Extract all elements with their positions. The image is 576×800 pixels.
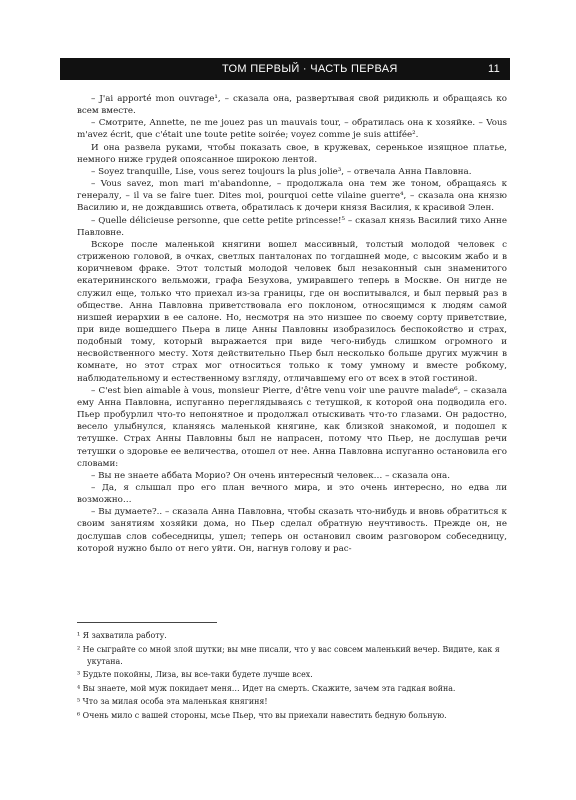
footnote: ³ Будьте покойны, Лиза, вы все-таки будете лучше всех. (77, 670, 313, 679)
paragraph: И она развела руками, чтобы показать свое, в кружевах, серенькое изящное платье, немного ниже грудей опоясанное широкою лентой. (77, 142, 507, 165)
main-text (77, 93, 507, 555)
footnote: ⁵ Что за милая особа эта маленькая княгиня! (77, 697, 268, 706)
footnote: ² Не сыграйте со мной злой шутки; вы мне писали, что у вас совсем маленький вечер. Видите, как я укутана. (77, 644, 500, 666)
footnote: ⁴ Вы знаете, мой муж покидает меня… Идет на смерть. Скажите, зачем эта гадкая война. (77, 683, 456, 693)
paragraph: – Да, я слышал про его план вечного мира, и это очень интересно, но едва ли возможно… (77, 483, 507, 506)
running-header (60, 58, 510, 80)
footnote-separator (77, 622, 217, 623)
footnote: ⁶ Очень мило с вашей стороны, мсье Пьер, что вы приехали навестить бедную больную. (77, 710, 447, 720)
paragraph: – Вы не знаете аббата Морио? Он очень интересный человек… – сказала она. (91, 470, 450, 481)
paragraph: – J'ai apporté mon ouvrage¹, – сказала она, развертывая свой ридикюль и обращаясь ко всем вместе. (77, 94, 507, 117)
paragraph: – Смотрите, Annette, ne me jouez pas un mauvais tour, – обратилась она к хозяйке. – Vous m'avez écrit, que c'était une toute petite soirée; voyez comme je suis attifée². (77, 118, 507, 141)
paragraph: – Вы думаете?.. – сказала Анна Павловна, чтобы сказать что-нибудь и вновь обратиться к своим занятиям хозяйки дома, но Пьер сделал обратную неучтивость. Прежде он, не дослушав слов собеседницы, ушел; теперь он остановил своим разговором собеседницу, которой нужно было от него уйти. Он, нагнув голову и рас- (77, 507, 507, 554)
paragraph: – Quelle délicieuse personne, que cette petite princesse!⁵ – сказал князь Василий тихо Анне Павловне. (77, 215, 507, 238)
running-header-title: ТОМ ПЕРВЫЙ · ЧАСТЬ ПЕРВАЯ (222, 63, 398, 75)
paragraph: Вскоре после маленькой княгини вошел массивный, толстый молодой человек с стриженою головой, в очках, светлых панталонах по тогдашней моде, с высоким жабо и в коричневом фраке. Этот толстый молодой человек был незаконный сын знаменитого екатерининского вельможи, графа Безухова, умиравшего теперь в Москве. Он нигде не служил еще, только что приехал из-за границы, где он воспитывался, и был первый раз в обществе. Анна Павловна приветствовала его поклоном, относящимся к людям самой низшей иерархии в ее салоне. Но, несмотря на это низшее по своему сорту приветствие, при виде вошедшего Пьера в лице Анны Павловны изобразилось беспокойство и страх, подобный тому, который выражается при виде чего-нибудь слишком огромного и несвойственного месту. Хотя действительно Пьер был несколько больше других мужчин в комнате, но этот страх мог относиться только к тому умному и вместе робкому, наблюдательному и естественному взгляду, отличавшему его от всех в этой гостиной. (77, 239, 507, 384)
footnote: ¹ Я захватила работу. (77, 631, 167, 640)
page-number: 11 (487, 63, 500, 75)
paragraph: – Soyez tranquille, Lise, vous serez toujours la plus jolie³, – отвечала Анна Павловна. (91, 166, 472, 177)
paragraph: – C'est bien aimable à vous, monsieur Pierre, d'être venu voir une pauvre malade⁶, – сказала ему Анна Павловна, испуганно переглядываясь с тетушкой, к которой она подводила его. Пьер пробурлил что-то непонятное и продолжал отыскивать что-то глазами. Он радостно, весело улыбнулся, кланяясь маленькой княгине, как близкой знакомой, и подошел к тетушке. Страх Анны Павловны был не напрасен, потому что Пьер, не дослушав речи тетушки о здоровье ее величества, отошел от нее. Анна Павловна испуганно остановила его словами: (77, 385, 507, 469)
footnotes (77, 630, 507, 723)
paragraph: – Vous savez, mon mari m'abandonne, – продолжала она тем же тоном, обращаясь к генералу, – il va se faire tuer. Dites moi, pourquoi cette vilaine guerre⁴, – сказала она князю Василию и, не дождавшись ответа, обратилась к дочери князя Василия, к красивой Элен. (77, 179, 507, 214)
